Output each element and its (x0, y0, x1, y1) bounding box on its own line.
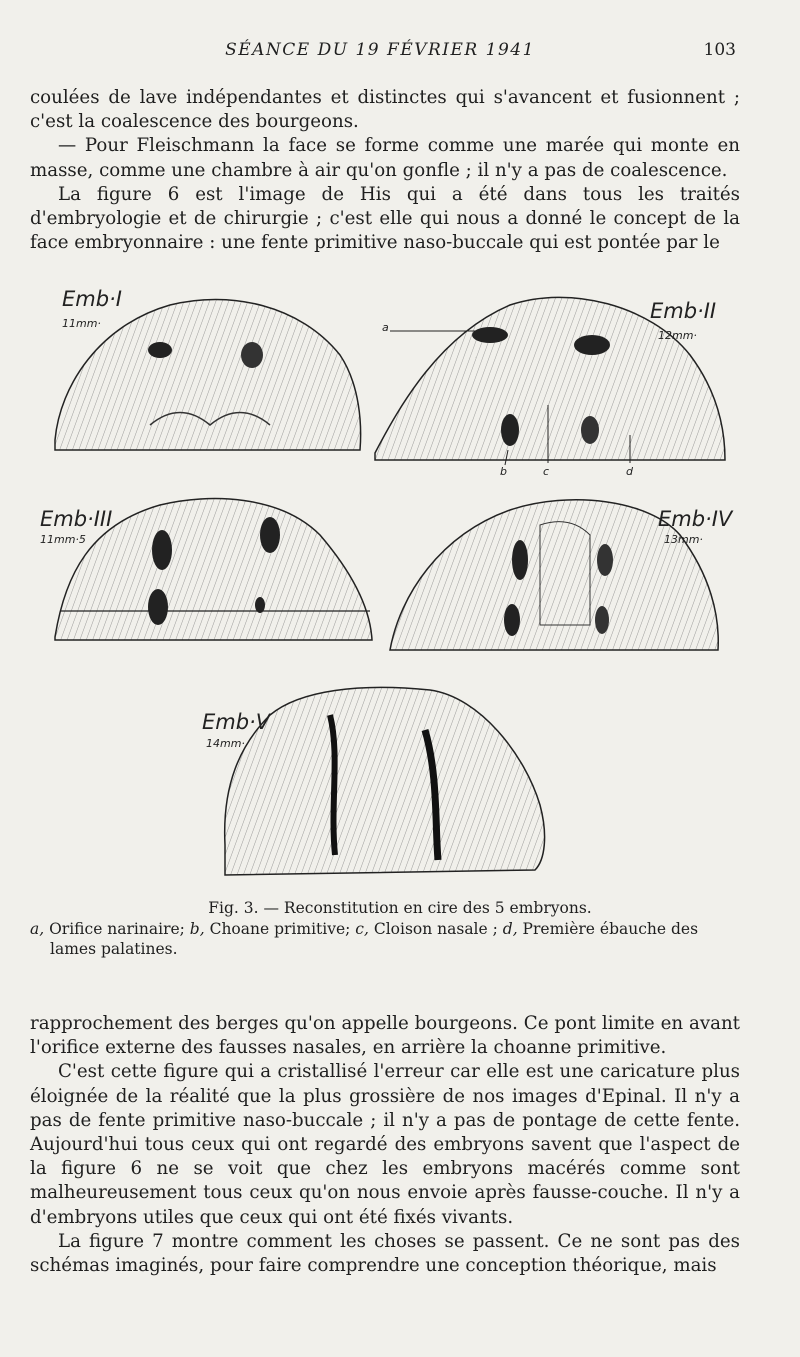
label-b: b (500, 465, 507, 478)
paragraph: — Pour Fleischmann la face se forme comme une marée qui monte en masse, comme une chambre à air qu'on gonfle ; il n'y a pas de coalescence. (30, 135, 740, 181)
running-head: SÉANCE DU 19 FÉVRIER 1941 (225, 40, 535, 60)
caption-title: Fig. 3. — Reconstitution en cire des 5 embryons. (208, 899, 592, 917)
paragraph: La figure 7 montre comment les choses se passent. Ce ne sont pas des schémas imaginés, pour faire comprendre une conception théorique, mais (30, 1230, 740, 1277)
embryo-5-label: Emb·V (202, 710, 271, 734)
legend-text-d: Première ébauche des lames palatines. (50, 919, 699, 958)
embryo-2-label: Emb·II (650, 299, 717, 323)
legend-key-b: b, (189, 919, 205, 938)
label-c: c (543, 465, 550, 478)
embryo-5-size: 14mm· (206, 737, 245, 750)
embryo-1-size: 11mm· (62, 317, 101, 330)
legend-text-a: Orifice narinaire; (44, 919, 190, 938)
embryo-figure (30, 285, 770, 885)
embryo-drawings (30, 285, 770, 885)
label-d: d (626, 465, 633, 478)
embryo-4-label: Emb·IV (658, 507, 733, 531)
embryo-3-label: Emb·III (40, 507, 113, 531)
paragraph: C'est cette figure qui a cristallisé l'erreur car elle est une caricature plus éloignée de la réalité que la plus grossière de nos images d'Epinal. Il n'y a pas de fente primitive naso-buccale ; il n'y a pas de pontage de cette fente. Aujourd'hui tous ceux qui ont regardé des embryons savent que l'aspect de la figure 6 ne se voit que chez les embryons macérés comme sont malheureusement tous ceux qu'on nous envoie après fausse-couche. Il n'y a d'embryons utiles que ceux qui ont été fixés vivants. (30, 1061, 740, 1228)
embryo-2-size: 12mm· (658, 329, 697, 342)
body-text-top (30, 86, 740, 255)
page-number: 103 (703, 40, 736, 60)
legend-key-d: d, (502, 919, 518, 938)
label-a: a (382, 321, 389, 334)
figure-caption (30, 898, 740, 960)
legend-text-b: Choane primitive; (204, 919, 356, 938)
paragraph: rapprochement des berges qu'on appelle bourgeons. Ce pont limite en avant l'orifice externe des fausses nasales, en arrière la choanne primitive. (30, 1013, 740, 1059)
embryo-3-size: 11mm·5 (40, 533, 86, 546)
embryo-4-size: 13mm· (664, 533, 703, 546)
body-text-bottom (30, 1012, 740, 1278)
page-header (0, 40, 800, 64)
legend-text-c: Cloison nasale ; (368, 919, 503, 938)
paragraph: coulées de lave indépendantes et distinctes qui s'avancent et fusionnent ; c'est la coalescence des bourgeons. (30, 87, 740, 133)
embryo-1-label: Emb·I (62, 287, 122, 311)
paragraph: La figure 6 est l'image de His qui a été dans tous les traités d'embryologie et de chirurgie ; c'est elle qui nous a donné le concept de la face embryonnaire : une fente primitive naso-buccale qui est pontée par le (30, 183, 740, 254)
legend-key-a: a, (30, 919, 45, 938)
caption-legend (30, 919, 740, 960)
embryo-5-drawing (225, 687, 545, 875)
legend-key-c: c, (355, 919, 369, 938)
